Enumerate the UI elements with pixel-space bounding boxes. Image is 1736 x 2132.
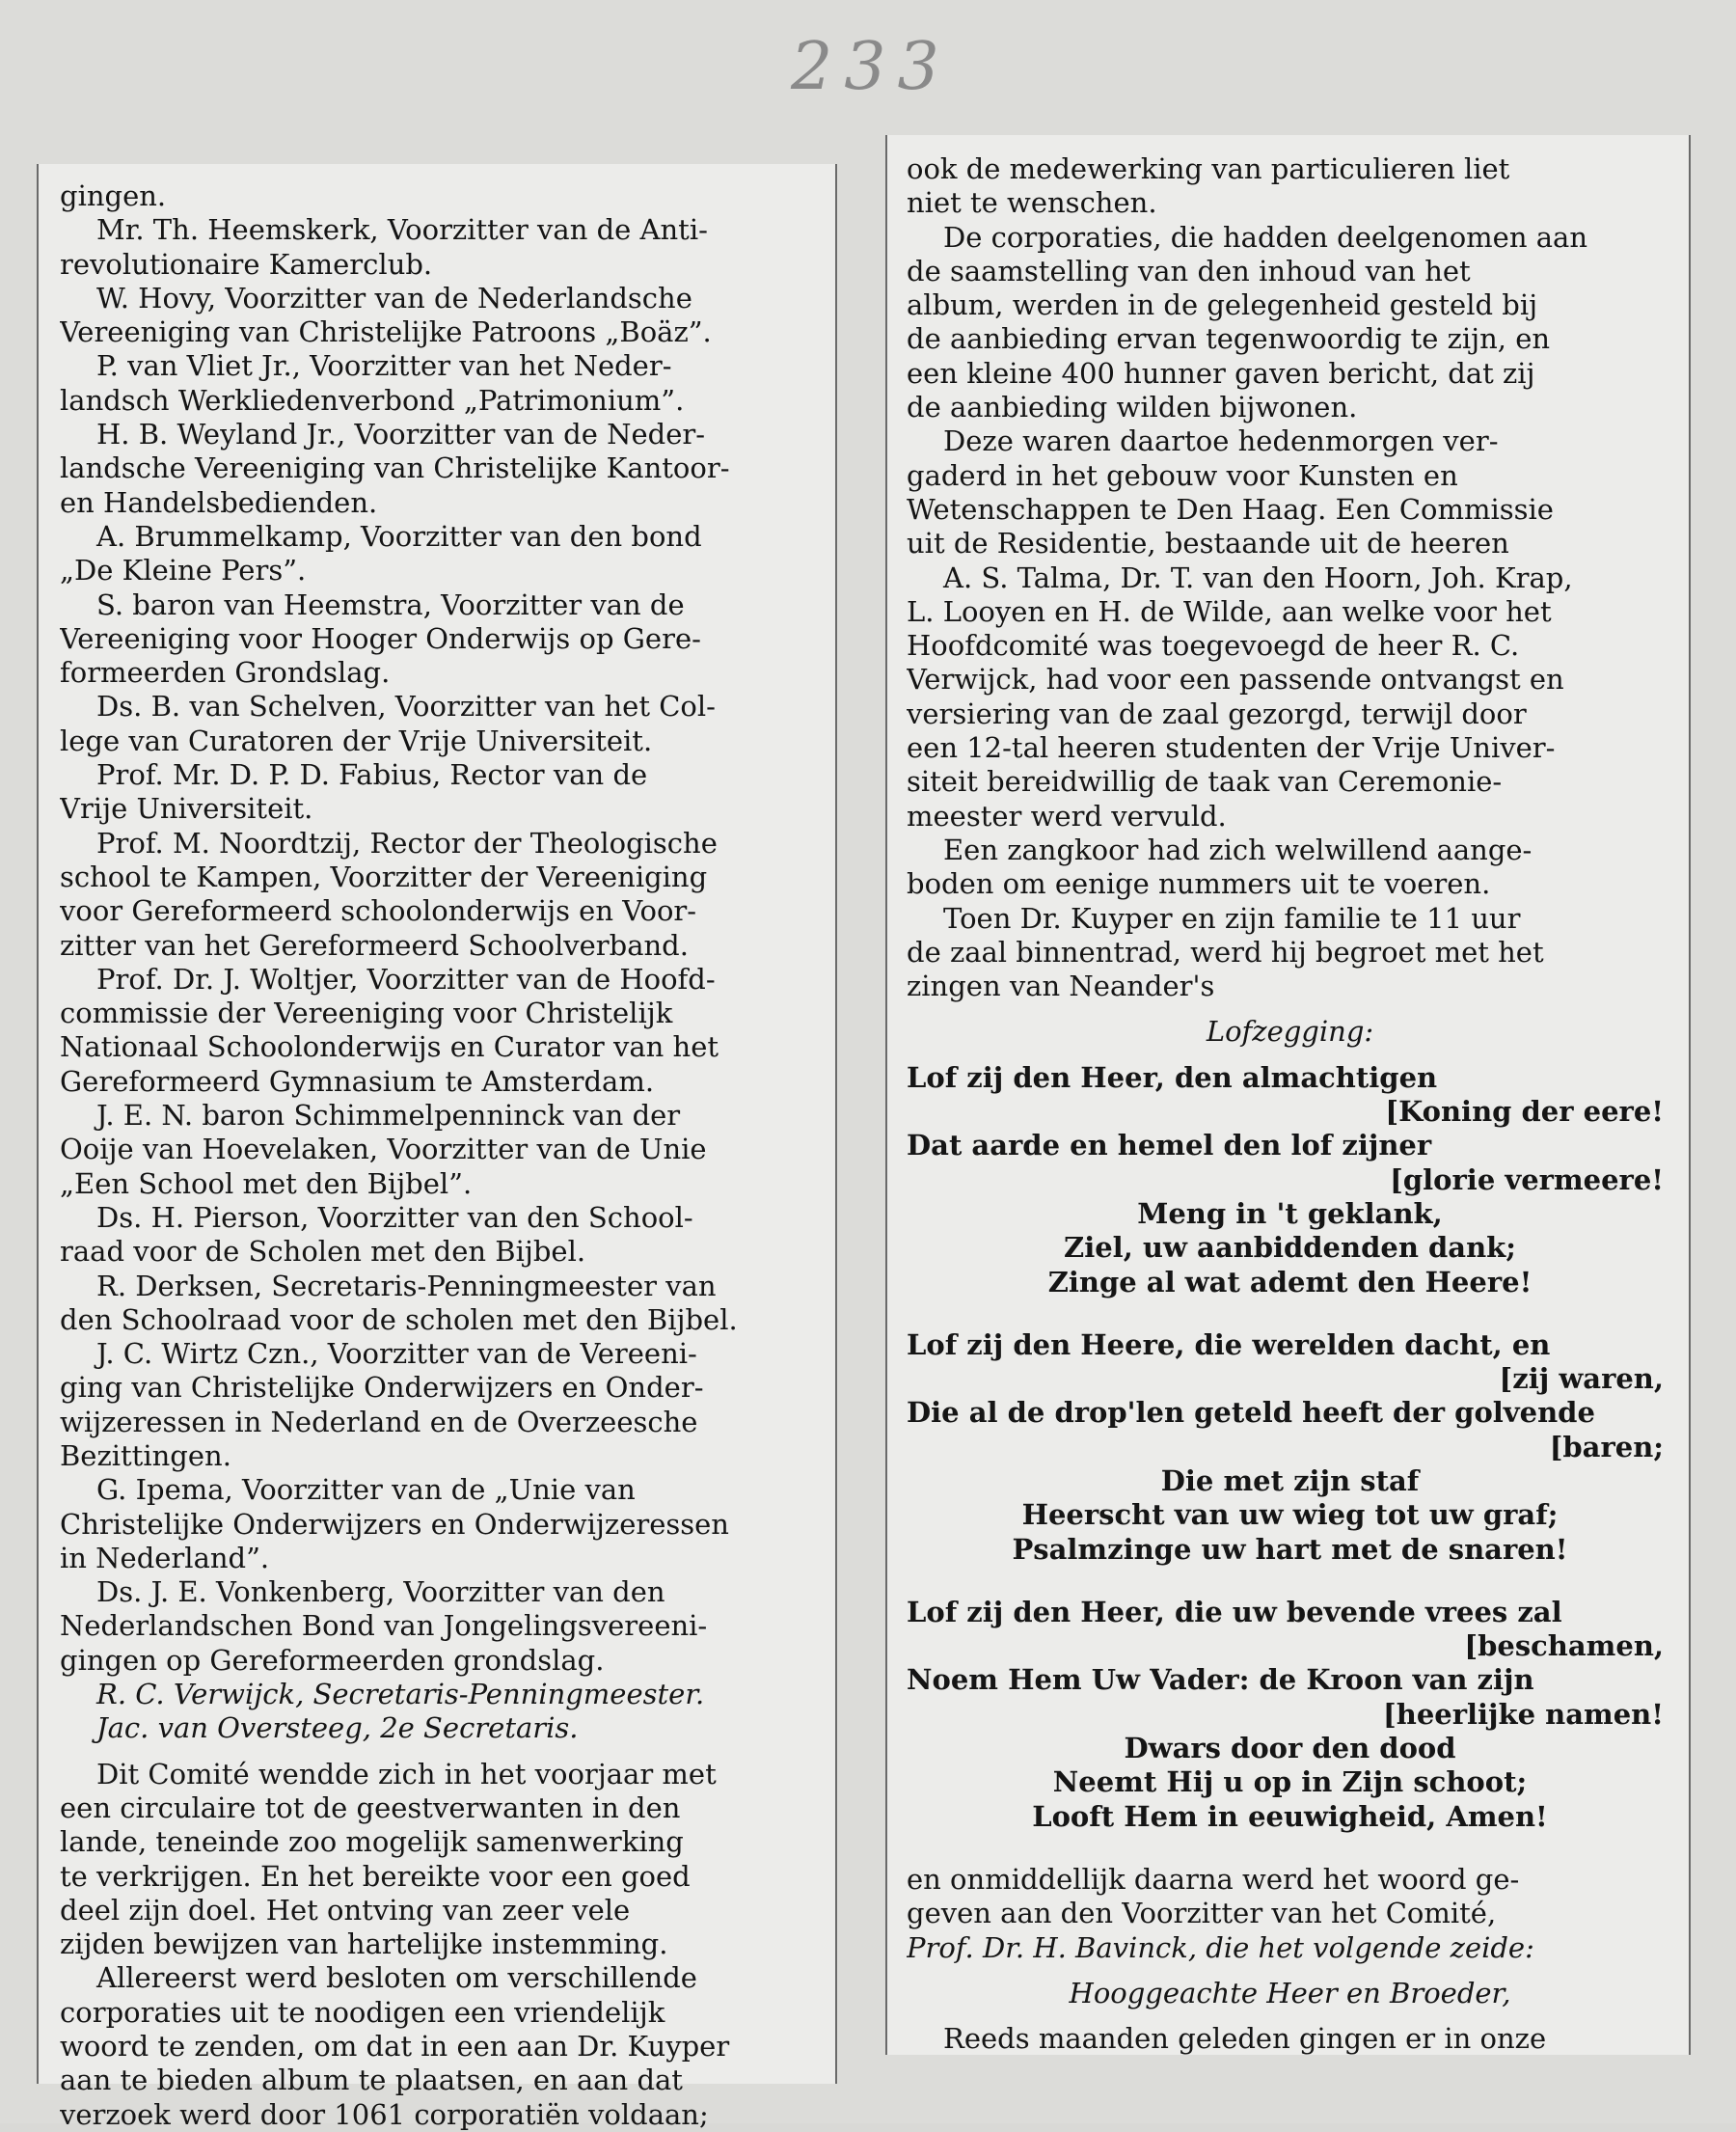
text-line: Die al de drop'len geteld heeft der golvende [907,1396,1595,1430]
text-line: Christelijke Onderwijzers en Onderwijzeressen [60,1507,729,1541]
text-line: W. Hovy, Voorzitter van de Nederlandsche [96,281,692,314]
text-line: Zinge al wat ademt den Heere! [1047,1265,1533,1298]
text-line: Een zangkoor had zich welwillend aange- [943,833,1533,866]
text-line: de aanbieding ervan tegenwoordig te zijn, en [907,322,1551,356]
text-line: de aanbieding wilden bijwonen. [907,391,1358,424]
text-line: Prof. Mr. D. P. D. Fabius, Rector van de [96,758,648,792]
text-line: Noem Hem Uw Vader: de Kroon van zijn [907,1663,1534,1697]
text-line: de zaal binnentrad, werd hij begroet met het [907,935,1544,969]
text-line: G. Ipema, Voorzitter van de „Unie van [96,1473,636,1507]
text-line: J. C. Wirtz Czn., Voorzitter van de Vereeni- [96,1337,697,1371]
text-line: formeerden Grondslag. [60,656,391,690]
left-newspaper-column [37,164,837,2131]
text-line: A. Brummelkamp, Voorzitter van den bond [96,519,702,553]
text-line: Ziel, uw aanbiddenden dank; [1064,1231,1516,1265]
text-line: Lof zij den Heere, die werelden dacht, en [907,1327,1551,1361]
text-line: siteit bereidwillig de taak van Ceremonie- [907,765,1503,799]
text-line: Wetenschappen te Den Haag. Een Commissie [907,492,1554,526]
text-line: in Nederland”. [60,1541,270,1574]
text-line: Neemt Hij u op in Zijn schoot; [1052,1765,1528,1799]
text-line: Dwars door den dood [1124,1732,1456,1765]
text-line: R. C. Verwijck, Secretaris-Penningmeester. [96,1678,705,1711]
text-line: landsch Werkliedenverbond „Patrimonium”. [60,383,685,417]
text-line: Verwijck, had voor een passende ontvangst en [907,663,1564,697]
text-line: corporaties uit te noodigen een vriendelijk [60,1995,665,2029]
text-line [907,1299,1673,1328]
text-line: voor Gereformeerd schoolonderwijs en Voor- [60,894,697,928]
text-line: gingen. [60,179,167,212]
text-line [907,2010,1673,2022]
text-line: S. baron van Heemstra, Voorzitter van de [96,588,685,621]
text-line: Nationaal Schoolonderwijs en Curator van het [60,1030,719,1064]
text-line: Vrije Universiteit. [60,792,313,826]
text-line: ging van Christelijke Onderwijzers en Onder- [60,1371,704,1405]
text-line: [beschamen, [1464,1629,1664,1663]
text-line: te verkrijgen. En het bereikte voor een goed [60,1859,691,1893]
text-line: Jac. van Oversteeg, 2e Secretaris. [96,1711,579,1745]
text-line: Prof. Dr. H. Bavinck, die het volgende zeide: [907,1930,1534,1964]
text-line: Bezittingen. [60,1438,231,1472]
page-number: 233 [791,29,951,105]
text-line: Mr. Th. Heemskerk, Voorzitter van de Anti- [96,213,708,247]
text-line: en Handelsbedienden. [60,485,378,519]
text-line: L. Looyen en H. de Wilde, aan welke voor het [907,594,1552,628]
text-line: P. van Vliet Jr., Voorzitter van het Neder- [96,349,672,383]
text-line: De corporaties, die hadden deelgenomen aan [943,220,1587,254]
text-line: [glorie vermeere! [1390,1162,1664,1196]
text-line: Looft Hem in eeuwigheid, Amen! [1032,1799,1548,1833]
text-line [907,1965,1673,1977]
text-line: uit de Residentie, bestaande uit de heeren [907,527,1509,560]
text-line: wijzeressen in Nederland en de Overzeesche [60,1405,698,1438]
text-line [60,1746,822,1758]
text-line: [zij waren, [1499,1362,1664,1396]
text-line: Meng in 't geklank, [1137,1196,1443,1230]
text-line: lande, teneinde zoo mogelijk samenwerking [60,1825,684,1859]
text-line: een circulaire tot de geestverwanten in den [60,1790,681,1824]
text-line: revolutionaire Kamerclub. [60,247,433,281]
text-line: gaderd in het gebouw voor Kunsten en [907,458,1458,492]
text-line: Prof. M. Noordtzij, Rector der Theologische [96,826,718,860]
text-line: [baren; [1549,1430,1664,1463]
text-line: een 12-tal heeren studenten der Vrije Univer- [907,731,1556,765]
text-line: een kleine 400 hunner gaven bericht, dat zij [907,356,1535,390]
text-line: landsche Vereeniging van Christelijke Kantoor- [60,451,730,485]
text-line: Psalmzinge uw hart met de snaren! [1012,1532,1568,1566]
text-line [907,1567,1673,1596]
text-line: aan te bieden album te plaatsen, en aan dat [60,2064,683,2097]
text-line: zijden bewijzen van hartelijke instemming. [60,1927,668,1961]
text-line: Vereeniging voor Hooger Onderwijs op Gere- [60,621,701,655]
text-line: Ds. J. E. Vonkenberg, Voorzitter van den [96,1575,665,1609]
text-line: Dit Comité wendde zich in het voorjaar met [96,1757,717,1790]
text-line: gingen op Gereformeerden grondslag. [60,1643,605,1677]
text-line: „Een School met den Bijbel”. [60,1166,473,1200]
text-line: „De Kleine Pers”. [60,554,307,588]
text-line: Hoofdcomité was toegevoegd de heer R. C. [907,629,1520,663]
text-line: zingen van Neander's [907,970,1215,1003]
text-line: geven aan den Voorzitter van het Comité, [907,1897,1497,1930]
text-line: en onmiddellijk daarna werd het woord ge- [907,1862,1520,1896]
text-line: Dat aarde en hemel den lof zijner [907,1129,1432,1162]
text-line: R. Derksen, Secretaris-Penningmeester van [96,1269,717,1302]
text-line: H. B. Weyland Jr., Voorzitter van de Neder- [96,418,706,451]
text-line: Reeds maanden geleden gingen er in onze [943,2022,1547,2056]
text-line: meester werd vervuld. [907,799,1227,833]
text-line: [Koning der eere! [1385,1095,1664,1129]
text-line: Die met zijn staf [1160,1463,1420,1497]
text-line: Deze waren daartoe hedenmorgen ver- [943,424,1499,458]
text-line: Lofzegging: [1206,1015,1374,1049]
text-line: Ds. H. Pierson, Voorzitter van den School- [96,1200,693,1234]
text-line: deel zijn doel. Het ontving van zeer vele [60,1893,631,1927]
text-line [907,1834,1673,1863]
text-line: Gereformeerd Gymnasium te Amsterdam. [60,1064,655,1098]
text-line: Heerscht van uw wieg tot uw graf; [1021,1498,1559,1532]
text-line: commissie der Vereeniging voor Christelijk [60,997,673,1030]
text-line: school te Kampen, Voorzitter der Vereeniging [60,860,708,893]
text-line: de saamstelling van den inhoud van het [907,254,1471,287]
text-line: raad voor de Scholen met den Bijbel. [60,1235,586,1269]
text-line: A. S. Talma, Dr. T. van den Hoorn, Joh. Krap, [943,560,1573,594]
text-line: boden om eenige nummers uit te voeren. [907,867,1491,901]
text-line: Lof zij den Heer, die uw bevende vrees zal [907,1595,1562,1628]
right-newspaper-column [885,135,1691,2055]
text-line: album, werden in de gelegenheid gesteld bij [907,288,1538,322]
text-line: lege van Curatoren der Vrije Universiteit. [60,724,653,757]
text-line [907,1003,1673,1015]
text-line: den Schoolraad voor de scholen met den Bijbel. [60,1302,738,1336]
text-line: versiering van de zaal gezorgd, terwijl door [907,697,1527,730]
text-line: Prof. Dr. J. Woltjer, Voorzitter van de Hoofd- [96,962,716,996]
text-line: ook de medewerking van particulieren liet [907,152,1510,185]
text-line: verzoek werd door 1061 corporatiën voldaan; [60,2097,709,2131]
right-column-text [907,152,1673,2056]
text-line: [heerlijke namen! [1383,1697,1664,1731]
text-line: niet te wenschen. [907,186,1157,220]
left-column-text [60,179,822,2132]
text-line: zitter van het Gereformeerd Schoolverband. [60,928,689,962]
text-line: Vereeniging van Christelijke Patroons „Boäz”. [60,315,712,349]
text-line: Allereerst werd besloten om verschillende [96,1961,697,1995]
text-line [907,1050,1673,1061]
text-line: Hooggeachte Heer en Broeder, [1069,1976,1511,2009]
text-line: woord te zenden, om dat in een aan Dr. Kuyper [60,2030,730,2064]
text-line: J. E. N. baron Schimmelpenninck van der [96,1099,681,1133]
text-line: Ds. B. van Schelven, Voorzitter van het Col- [96,690,716,724]
text-line: Toen Dr. Kuyper en zijn familie te 11 uur [943,901,1521,935]
text-line: Ooije van Hoevelaken, Voorzitter van de Unie [60,1133,707,1166]
text-line: Nederlandschen Bond van Jongelingsvereeni- [60,1609,708,1643]
text-line: Lof zij den Heer, den almachtigen [907,1060,1438,1094]
